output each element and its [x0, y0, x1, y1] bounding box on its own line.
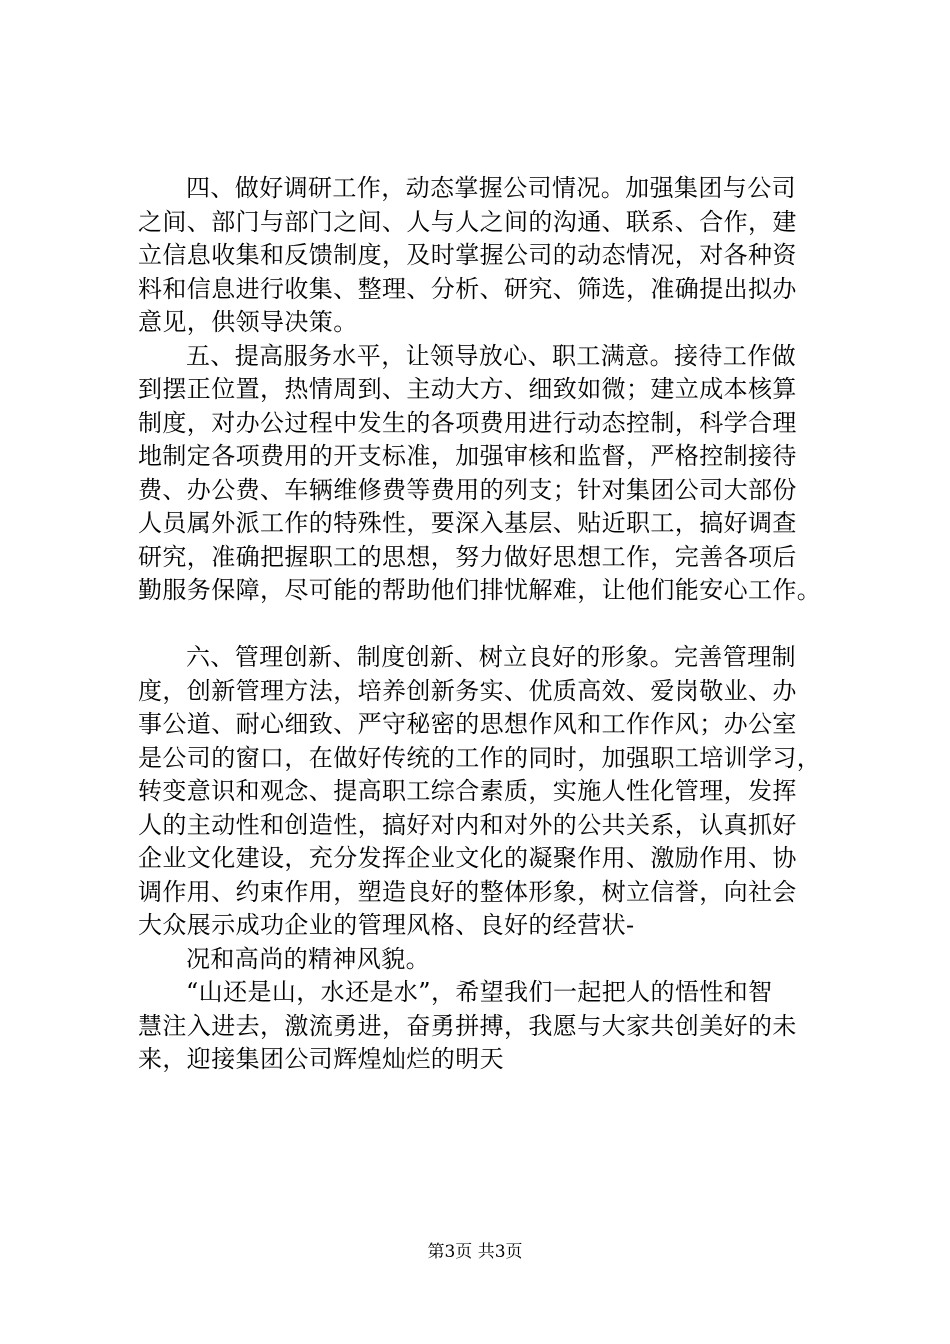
paragraph-4-line: 意见，供领导决策。: [138, 308, 358, 336]
paragraph-6-line: 转变意识和观念、提高职工综合素质，实施人性化管理，发挥: [138, 777, 797, 805]
paragraph-6-line: 度，创新管理方法，培养创新务实、优质高效、爱岗敬业、办: [138, 676, 797, 705]
paragraph-4-line: 之间、部门与部门之间、人与人之间的沟通、联系、合作，建: [138, 207, 797, 236]
paragraph-4-line: 料和信息进行收集、整理、分析、研究、筛选，准确提出拟办: [138, 274, 797, 303]
closing-paragraph-line: “山还是山，水还是水”，希望我们一起把人的悟性和智: [186, 978, 773, 1006]
closing-paragraph-line: 慧注入进去，激流勇进，奋勇拼搏，我愿与大家共创美好的未: [138, 1011, 797, 1040]
paragraph-6-line: 事公道、耐心细致、严守秘密的思想作风和工作作风；办公室: [138, 710, 797, 738]
paragraph-6-line: 是公司的窗口，在做好传统的工作的同时，加强职工培训学习，: [138, 743, 822, 772]
paragraph-5-line: 五、提高服务水平，让领导放心、职工满意。接待工作做: [186, 341, 796, 370]
paragraph-5-line: 人员属外派工作的特殊性，要深入基层、贴近职工，搞好调查: [138, 509, 797, 537]
paragraph-5-line: 制度，对办公过程中发生的各项费用进行动态控制，科学合理: [138, 408, 797, 437]
paragraph-6-line: 大众展示成功企业的管理风格、良好的经营状-: [138, 911, 635, 939]
paragraph-4-line: 四、做好调研工作，动态掌握公司情况。加强集团与公司: [186, 174, 796, 202]
paragraph-6-line: 企业文化建设，充分发挥企业文化的凝聚作用、激励作用、协: [138, 844, 797, 872]
paragraph-5-line: 勤服务保障，尽可能的帮助他们排忧解难，让他们能安心工作。: [138, 576, 822, 604]
paragraph-6-line: 调作用、约束作用，塑造良好的整体形象，树立信誉，向社会: [138, 877, 797, 906]
paragraph-6-line: 六、管理创新、制度创新、树立良好的形象。完善管理制: [186, 643, 796, 671]
page-number-footer: 第3页 共3页: [427, 1242, 523, 1262]
paragraph-5-line: 研究，准确把握职工的思想，努力做好思想工作，完善各项后: [138, 542, 797, 571]
paragraph-5-line: 地制定各项费用的开支标准，加强审核和监督，严格控制接待: [138, 442, 797, 470]
paragraph-6-line: 人的主动性和创造性，搞好对内和对外的公共关系，认真抓好: [138, 810, 797, 839]
paragraph-4-line: 立信息收集和反馈制度，及时掌握公司的动态情况，对各种资: [138, 241, 797, 269]
document-body: [138, 172, 838, 1077]
paragraph-5-line: 费、办公费、车辆维修费等费用的列支；针对集团公司大部份: [138, 475, 797, 504]
paragraph-spacer: [138, 608, 838, 642]
closing-paragraph-line: 来，迎接集团公司辉煌灿烂的明天: [138, 1045, 504, 1073]
paragraph-5-line: 到摆正位置，热情周到、主动大方、细致如微；建立成本核算: [138, 375, 797, 403]
paragraph-6-continuation-line: 况和高尚的精神风貌。: [186, 944, 430, 973]
